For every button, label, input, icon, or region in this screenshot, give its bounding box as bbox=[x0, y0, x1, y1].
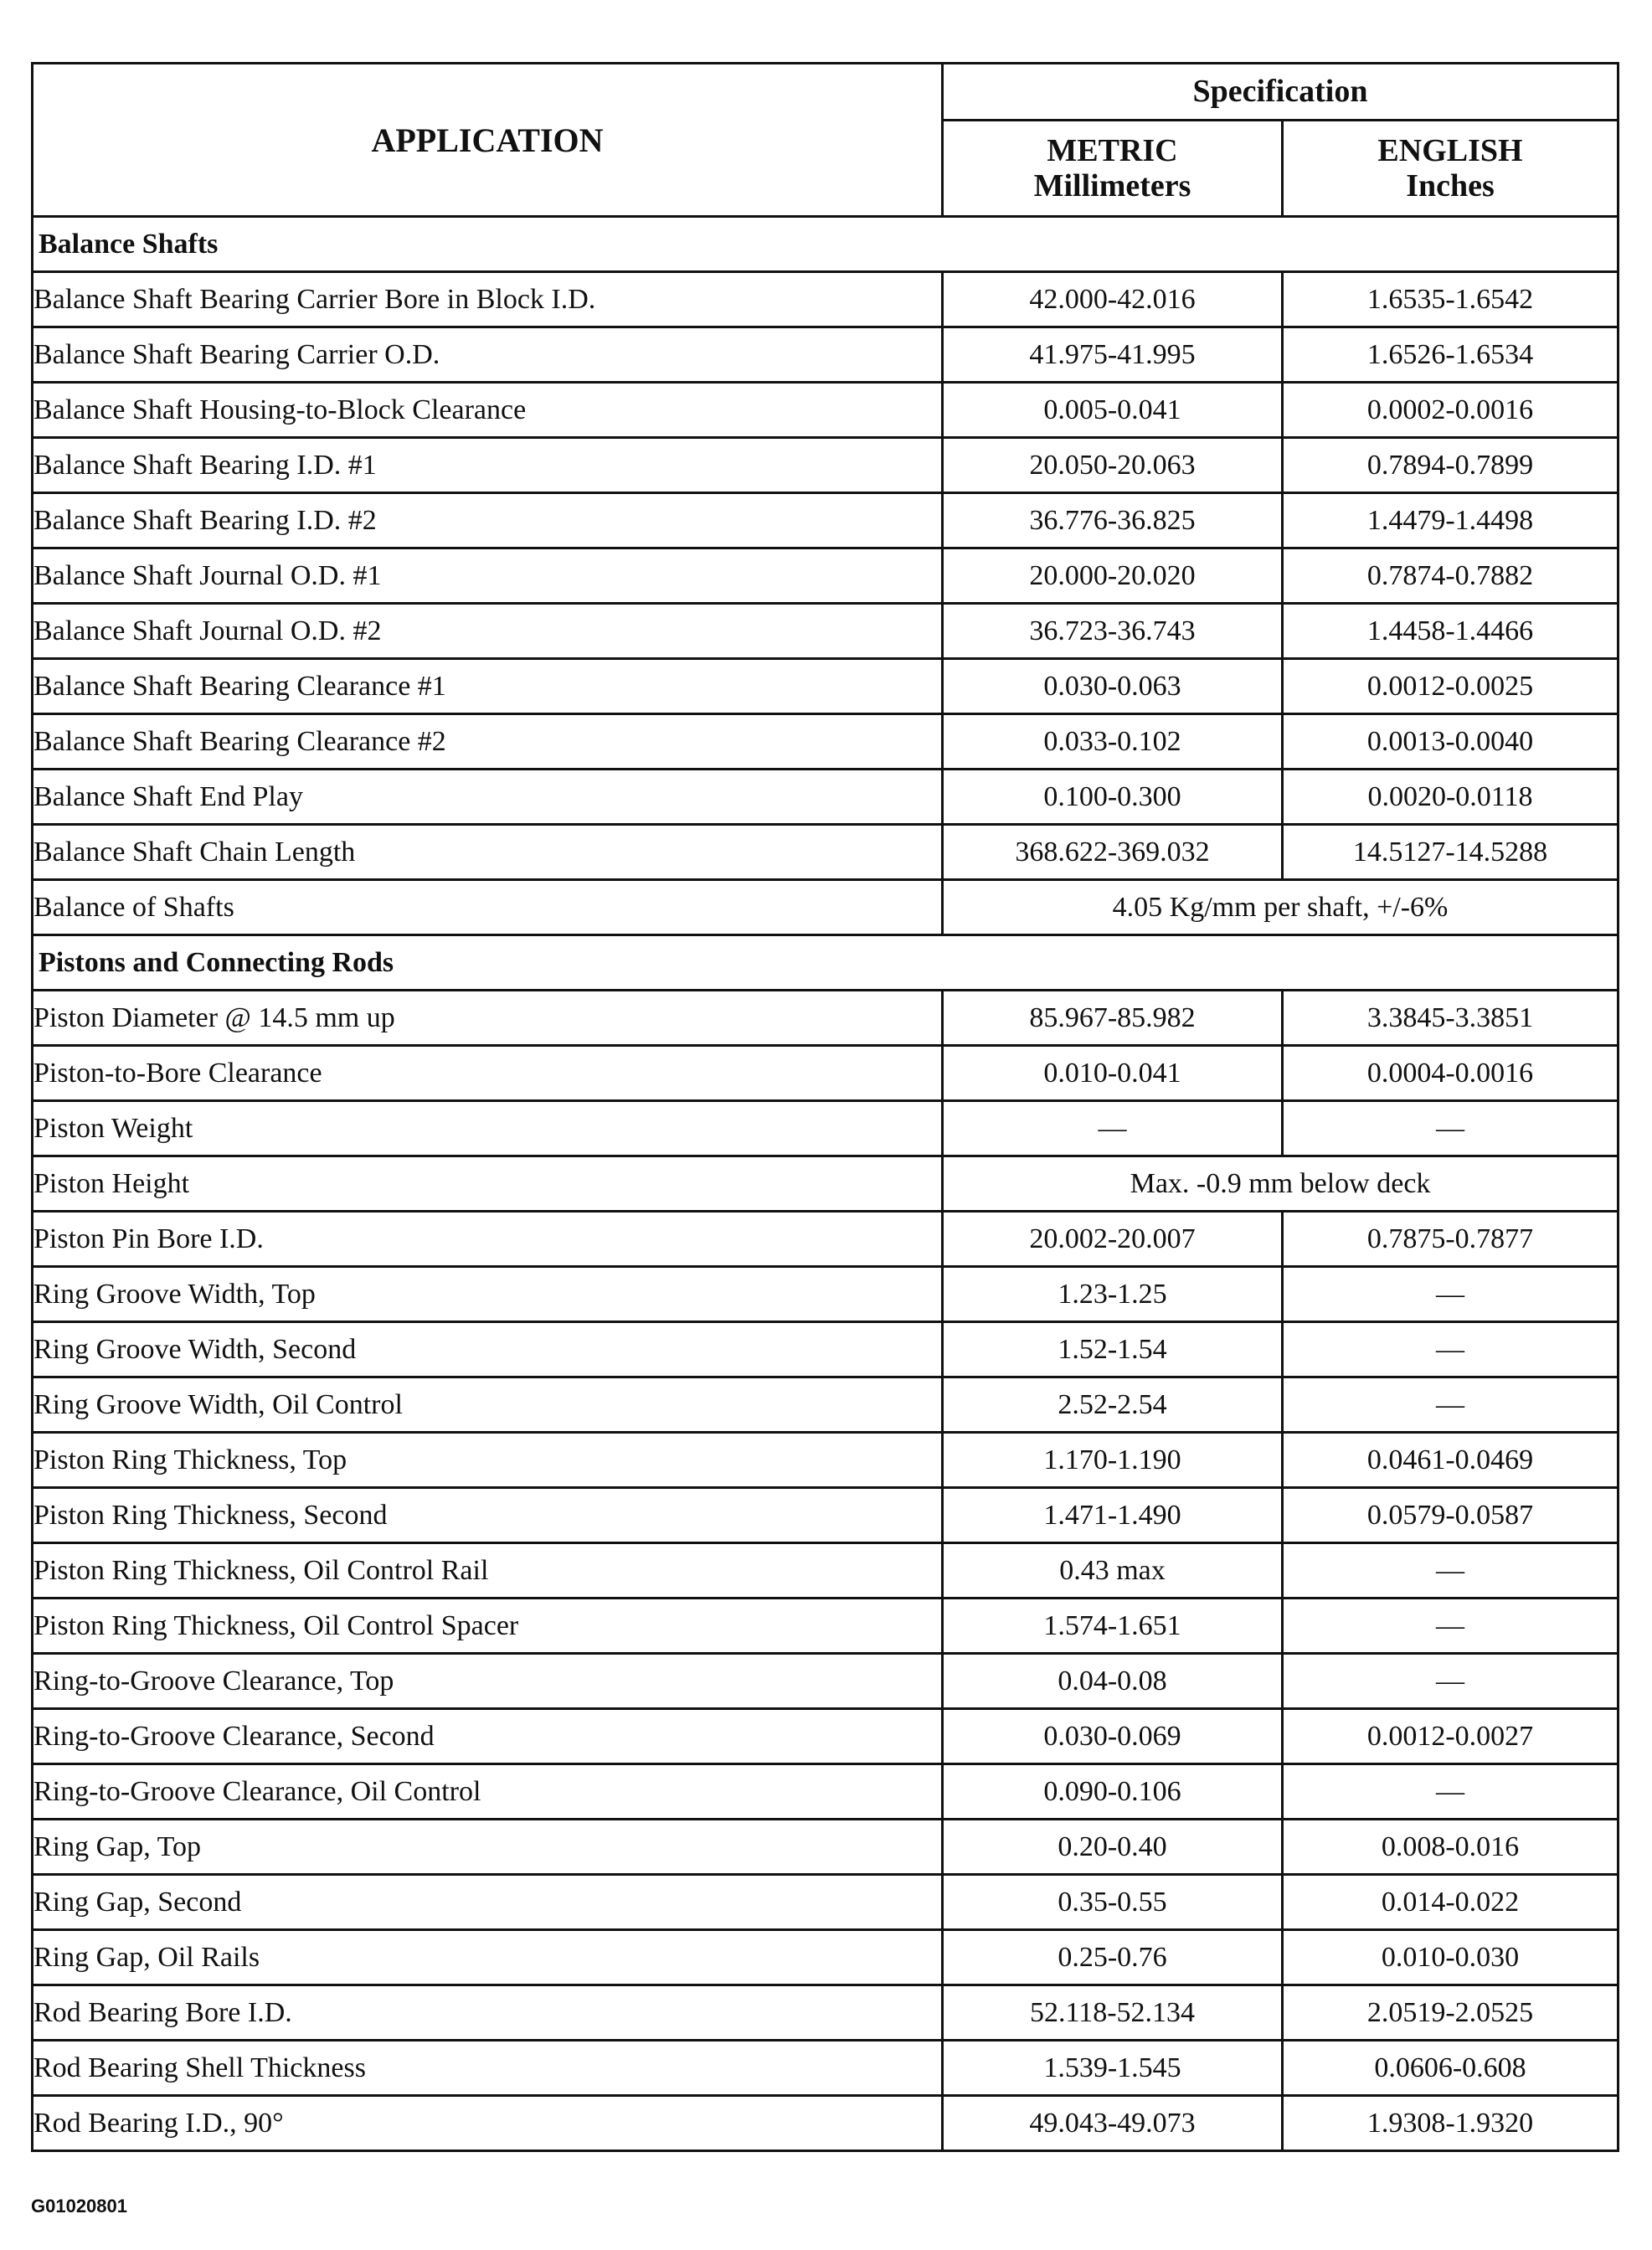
section-title: Pistons and Connecting Rods bbox=[33, 935, 1619, 991]
cell-english: 0.0579-0.0587 bbox=[1283, 1488, 1619, 1543]
cell-metric: 0.030-0.063 bbox=[943, 659, 1283, 714]
cell-english: 0.0013-0.0040 bbox=[1283, 714, 1619, 770]
cell-english: 0.0606-0.608 bbox=[1283, 2041, 1619, 2096]
cell-application: Balance Shaft Journal O.D. #2 bbox=[33, 604, 943, 659]
table-row bbox=[33, 991, 1619, 1046]
cell-metric: 49.043-49.073 bbox=[943, 2096, 1283, 2151]
cell-metric: 42.000-42.016 bbox=[943, 272, 1283, 327]
cell-application: Balance Shaft End Play bbox=[33, 770, 943, 825]
cell-application: Balance Shaft Journal O.D. #1 bbox=[33, 548, 943, 604]
header-metric bbox=[943, 120, 1283, 216]
figure-id: G01020801 bbox=[31, 2196, 127, 2217]
cell-metric: 1.170-1.190 bbox=[943, 1433, 1283, 1488]
header-english bbox=[1283, 120, 1619, 216]
header-metric-line1: METRIC bbox=[1047, 132, 1178, 168]
cell-english: — bbox=[1283, 1654, 1619, 1709]
spec-table bbox=[31, 62, 1619, 2152]
table-row bbox=[33, 659, 1619, 714]
cell-application: Ring-to-Groove Clearance, Second bbox=[33, 1709, 943, 1764]
table-row bbox=[33, 1433, 1619, 1488]
table-row bbox=[33, 1709, 1619, 1764]
table-row bbox=[33, 1046, 1619, 1101]
cell-application: Rod Bearing I.D., 90° bbox=[33, 2096, 943, 2151]
cell-application: Ring Gap, Top bbox=[33, 1820, 943, 1875]
table-row bbox=[33, 1930, 1619, 1985]
cell-metric: 368.622-369.032 bbox=[943, 825, 1283, 880]
table-row bbox=[33, 548, 1619, 604]
cell-application: Piston Ring Thickness, Oil Control Spacer bbox=[33, 1599, 943, 1654]
cell-english: 0.0012-0.0027 bbox=[1283, 1709, 1619, 1764]
cell-application: Balance Shaft Bearing Clearance #1 bbox=[33, 659, 943, 714]
cell-application: Balance of Shafts bbox=[33, 880, 943, 935]
table-row bbox=[33, 1820, 1619, 1875]
cell-application: Ring Gap, Oil Rails bbox=[33, 1930, 943, 1985]
cell-metric: 2.52-2.54 bbox=[943, 1377, 1283, 1433]
header-application: APPLICATION bbox=[33, 64, 943, 217]
cell-english: 1.6535-1.6542 bbox=[1283, 272, 1619, 327]
cell-metric: 0.35-0.55 bbox=[943, 1875, 1283, 1930]
cell-english: — bbox=[1283, 1764, 1619, 1820]
header-english-line2: Inches bbox=[1406, 167, 1495, 203]
table-row bbox=[33, 1654, 1619, 1709]
cell-application: Piston Diameter @ 14.5 mm up bbox=[33, 991, 943, 1046]
cell-application: Piston-to-Bore Clearance bbox=[33, 1046, 943, 1101]
cell-application: Rod Bearing Bore I.D. bbox=[33, 1985, 943, 2041]
cell-application: Piston Height bbox=[33, 1156, 943, 1212]
cell-metric: 0.030-0.069 bbox=[943, 1709, 1283, 1764]
cell-english: 0.010-0.030 bbox=[1283, 1930, 1619, 1985]
cell-metric: 0.090-0.106 bbox=[943, 1764, 1283, 1820]
cell-english: 0.008-0.016 bbox=[1283, 1820, 1619, 1875]
cell-english: 2.0519-2.0525 bbox=[1283, 1985, 1619, 2041]
cell-application: Rod Bearing Shell Thickness bbox=[33, 2041, 943, 2096]
cell-english: — bbox=[1283, 1322, 1619, 1377]
cell-metric: 0.010-0.041 bbox=[943, 1046, 1283, 1101]
table-row bbox=[33, 1101, 1619, 1156]
cell-metric: 0.005-0.041 bbox=[943, 383, 1283, 438]
cell-application: Ring Groove Width, Oil Control bbox=[33, 1377, 943, 1433]
cell-english: 1.6526-1.6534 bbox=[1283, 327, 1619, 383]
cell-metric: 0.20-0.40 bbox=[943, 1820, 1283, 1875]
cell-english: 0.0002-0.0016 bbox=[1283, 383, 1619, 438]
table-row bbox=[33, 1212, 1619, 1267]
cell-english: 1.4458-1.4466 bbox=[1283, 604, 1619, 659]
cell-metric: 52.118-52.134 bbox=[943, 1985, 1283, 2041]
cell-application: Ring Gap, Second bbox=[33, 1875, 943, 1930]
cell-application: Piston Weight bbox=[33, 1101, 943, 1156]
cell-application: Ring-to-Groove Clearance, Oil Control bbox=[33, 1764, 943, 1820]
table-row bbox=[33, 604, 1619, 659]
cell-application: Ring-to-Groove Clearance, Top bbox=[33, 1654, 943, 1709]
table-row bbox=[33, 383, 1619, 438]
table-row bbox=[33, 1543, 1619, 1599]
cell-english: 1.4479-1.4498 bbox=[1283, 493, 1619, 548]
table-row bbox=[33, 1985, 1619, 2041]
cell-application: Balance Shaft Housing-to-Block Clearance bbox=[33, 383, 943, 438]
cell-metric: — bbox=[943, 1101, 1283, 1156]
cell-english: 0.0020-0.0118 bbox=[1283, 770, 1619, 825]
cell-metric: 20.050-20.063 bbox=[943, 438, 1283, 493]
table-row bbox=[33, 880, 1619, 935]
table-row bbox=[33, 272, 1619, 327]
header-english-line1: ENGLISH bbox=[1377, 132, 1523, 168]
cell-application: Balance Shaft Bearing Clearance #2 bbox=[33, 714, 943, 770]
table-row bbox=[33, 327, 1619, 383]
table-row bbox=[33, 1875, 1619, 1930]
cell-english: 0.7875-0.7877 bbox=[1283, 1212, 1619, 1267]
table-row bbox=[33, 1599, 1619, 1654]
cell-english: 0.7894-0.7899 bbox=[1283, 438, 1619, 493]
table-row bbox=[33, 493, 1619, 548]
table-row bbox=[33, 1488, 1619, 1543]
cell-application: Balance Shaft Chain Length bbox=[33, 825, 943, 880]
table-row bbox=[33, 1267, 1619, 1322]
cell-english: 0.014-0.022 bbox=[1283, 1875, 1619, 1930]
cell-metric: 41.975-41.995 bbox=[943, 327, 1283, 383]
spec-sheet bbox=[31, 62, 1617, 2152]
table-row bbox=[33, 438, 1619, 493]
table-row bbox=[33, 825, 1619, 880]
cell-metric: 0.43 max bbox=[943, 1543, 1283, 1599]
cell-metric: 85.967-85.982 bbox=[943, 991, 1283, 1046]
table-row bbox=[33, 1156, 1619, 1212]
table-header bbox=[33, 64, 1619, 217]
cell-english: 1.9308-1.9320 bbox=[1283, 2096, 1619, 2151]
cell-metric: 20.002-20.007 bbox=[943, 1212, 1283, 1267]
table-row bbox=[33, 2096, 1619, 2151]
cell-application: Balance Shaft Bearing I.D. #2 bbox=[33, 493, 943, 548]
cell-english: 14.5127-14.5288 bbox=[1283, 825, 1619, 880]
section-header-row bbox=[33, 217, 1619, 272]
cell-application: Ring Groove Width, Top bbox=[33, 1267, 943, 1322]
cell-metric: 1.574-1.651 bbox=[943, 1599, 1283, 1654]
table-row bbox=[33, 1322, 1619, 1377]
cell-metric: 36.723-36.743 bbox=[943, 604, 1283, 659]
cell-english: 0.7874-0.7882 bbox=[1283, 548, 1619, 604]
header-metric-line2: Millimeters bbox=[1033, 167, 1191, 203]
cell-metric: 0.04-0.08 bbox=[943, 1654, 1283, 1709]
cell-english: — bbox=[1283, 1543, 1619, 1599]
cell-combined-spec: 4.05 Kg/mm per shaft, +/-6% bbox=[943, 880, 1619, 935]
table-row bbox=[33, 1377, 1619, 1433]
cell-application: Balance Shaft Bearing Carrier O.D. bbox=[33, 327, 943, 383]
cell-application: Piston Ring Thickness, Top bbox=[33, 1433, 943, 1488]
cell-english: 0.0004-0.0016 bbox=[1283, 1046, 1619, 1101]
cell-english: 0.0012-0.0025 bbox=[1283, 659, 1619, 714]
cell-english: — bbox=[1283, 1599, 1619, 1654]
cell-combined-spec: Max. -0.9 mm below deck bbox=[943, 1156, 1619, 1212]
section-header-row bbox=[33, 935, 1619, 991]
cell-metric: 36.776-36.825 bbox=[943, 493, 1283, 548]
cell-english: — bbox=[1283, 1267, 1619, 1322]
cell-application: Piston Ring Thickness, Second bbox=[33, 1488, 943, 1543]
cell-application: Ring Groove Width, Second bbox=[33, 1322, 943, 1377]
cell-metric: 0.033-0.102 bbox=[943, 714, 1283, 770]
table-row bbox=[33, 2041, 1619, 2096]
cell-metric: 1.471-1.490 bbox=[943, 1488, 1283, 1543]
table-row bbox=[33, 1764, 1619, 1820]
cell-application: Balance Shaft Bearing Carrier Bore in Block I.D. bbox=[33, 272, 943, 327]
cell-metric: 1.52-1.54 bbox=[943, 1322, 1283, 1377]
cell-application: Piston Ring Thickness, Oil Control Rail bbox=[33, 1543, 943, 1599]
cell-application: Piston Pin Bore I.D. bbox=[33, 1212, 943, 1267]
header-specification: Specification bbox=[943, 64, 1619, 121]
cell-metric: 1.23-1.25 bbox=[943, 1267, 1283, 1322]
table-row bbox=[33, 714, 1619, 770]
section-title: Balance Shafts bbox=[33, 217, 1619, 272]
cell-metric: 20.000-20.020 bbox=[943, 548, 1283, 604]
cell-english: — bbox=[1283, 1101, 1619, 1156]
cell-metric: 0.100-0.300 bbox=[943, 770, 1283, 825]
cell-english: 0.0461-0.0469 bbox=[1283, 1433, 1619, 1488]
cell-english: 3.3845-3.3851 bbox=[1283, 991, 1619, 1046]
cell-metric: 0.25-0.76 bbox=[943, 1930, 1283, 1985]
table-body bbox=[33, 217, 1619, 2151]
cell-english: — bbox=[1283, 1377, 1619, 1433]
cell-application: Balance Shaft Bearing I.D. #1 bbox=[33, 438, 943, 493]
cell-metric: 1.539-1.545 bbox=[943, 2041, 1283, 2096]
table-row bbox=[33, 770, 1619, 825]
